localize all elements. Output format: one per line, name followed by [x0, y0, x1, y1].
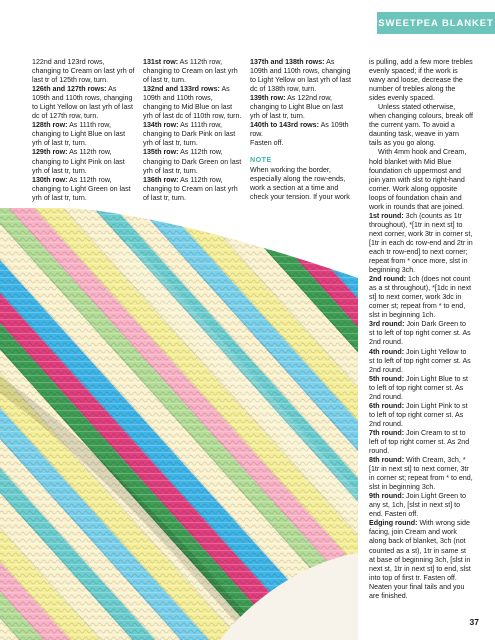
row-instructions: As 111th row, changing to Light Blue on last yrh of last tr, turn.	[32, 121, 126, 148]
row-instructions: As 112th row, changing to Cream on last yrh of last tr, turn.	[143, 175, 238, 202]
row-heading: 7th round:	[369, 428, 405, 437]
row-heading: 4th round:	[369, 347, 405, 356]
row-instructions: As 122nd row, changing to Light Blue on last yrh of last tr, turn.	[250, 94, 344, 121]
pattern-paragraph	[143, 148, 243, 175]
row-heading: 134th row:	[143, 121, 179, 130]
row-instructions: As 109th and 110th rows, changing to Light Yellow on last yrh of last dc of 127th row, turn.	[32, 85, 133, 121]
row-heading: 126th and 127th rows:	[32, 85, 107, 94]
row-heading: 137th and 138th rows:	[250, 58, 325, 66]
row-instructions: Join Light Pink to st to left of top right corner st. As 2nd round.	[369, 401, 468, 428]
row-heading: 5th round:	[369, 374, 405, 383]
row-instructions: 1ch (does not count as a st throughout), *[1dc in next st] to next corner, work 3dc in corner st; repeat from * to end, slst in beginning 1ch.	[369, 275, 472, 320]
row-heading: 9th round:	[369, 492, 405, 501]
row-instructions: Join Light Yellow to st to left of top right corner st. As 2nd round.	[369, 347, 471, 374]
row-heading: 8th round:	[369, 456, 405, 465]
row-instructions: As 109th and 110th rows, changing to Mid Blue on last yrh of last dc of 110th row, turn.	[143, 85, 242, 121]
section-banner: SWEETPEA BLANKET	[377, 12, 495, 34]
row-instructions: With wrong side facing, join Cream and work along back of blanket, 3ch (not counted as a st), 1tr in same st at base of beginning 3ch, [slst in next st, 1tr in next st] to end, slst into top of first tr. Fasten off. Neaten your final tails and you are finished.	[369, 519, 471, 600]
pattern-paragraph	[369, 402, 473, 429]
row-instructions: As 112th row, changing to Cream on last yrh of last tr, turn.	[143, 58, 238, 85]
row-instructions: Join Cream to st to left of top right corner st. As 2nd round.	[369, 428, 470, 456]
pattern-paragraph	[32, 176, 135, 203]
pattern-paragraph	[369, 429, 473, 456]
text-column-2	[143, 58, 243, 203]
pattern-paragraph	[32, 58, 135, 85]
pattern-paragraph	[369, 212, 473, 275]
row-heading: 129th row:	[32, 148, 68, 157]
pattern-paragraph	[250, 121, 353, 139]
row-instructions: As 109th and 110th rows, changing to Light Yellow on last yrh of last dc of 138th row, turn.	[250, 58, 351, 94]
row-heading: 130th row:	[32, 175, 68, 184]
row-instructions: Join Light Green to any st, 1ch, [slst in next st] to end. Fasten off.	[369, 492, 466, 519]
pattern-paragraph	[250, 94, 353, 121]
row-heading: 139th row:	[250, 94, 286, 103]
row-instructions: With Cream, 3ch, *[1tr in next st] to next corner, 3tr in corner st; repeat from * to end, slst in beginning 3ch.	[369, 456, 473, 492]
pattern-paragraph	[369, 275, 473, 320]
pattern-paragraph	[369, 492, 473, 519]
pattern-paragraph	[32, 85, 135, 121]
blanket-photo	[0, 208, 358, 640]
row-heading: 128th row:	[32, 121, 68, 130]
note-heading: NOTE	[250, 156, 272, 165]
pattern-paragraph	[369, 320, 473, 347]
row-instructions: 3ch (counts as 1tr throughout), *[1tr in next st] to next corner, work 3tr in corner st, [1tr in each dc row-end and 2tr in each tr row-end] to next corner; repeat from * once more, slst in beginning 3ch.	[369, 211, 473, 275]
row-heading: 132nd and 133rd rows:	[143, 85, 220, 94]
pattern-paragraph	[369, 348, 473, 375]
row-instructions: As 112th row, changing to Light Pink on last yrh of last tr, turn.	[32, 148, 125, 175]
row-instructions: Fasten off.	[250, 139, 284, 148]
page-number: 37	[469, 617, 479, 627]
row-instructions: As 109th row.	[250, 121, 349, 139]
pattern-paragraph	[369, 375, 473, 402]
row-heading: Edging round:	[369, 519, 418, 528]
pattern-paragraph	[369, 148, 473, 211]
pattern-paragraph	[369, 58, 473, 103]
row-instructions: 122nd and 123rd rows, changing to Cream on last yrh of last tr of 125th row, turn.	[32, 58, 135, 85]
pattern-paragraph	[369, 519, 473, 600]
row-instructions: With 4mm hook and Cream, hold blanket with Mid Blue foundation ch uppermost and join yarn with slst to right-hand corner. Work along opposite loops of foundation chain and work in rounds that are joined.	[369, 148, 467, 211]
pattern-paragraph	[32, 121, 135, 148]
text-column-1	[32, 58, 135, 203]
row-instructions: As 111th row, changing to Dark Pink on last yrh of last tr, turn.	[143, 121, 236, 148]
row-instructions: Unless stated otherwise, when changing colours, break off the current yarn. To avoid a daunting task, weave in yarn tails as you go along.	[369, 103, 473, 148]
text-column-3-body	[250, 58, 353, 148]
pattern-paragraph	[32, 148, 135, 175]
row-heading: 6th round:	[369, 401, 405, 410]
pattern-paragraph	[143, 176, 243, 203]
row-instructions: is pulling, add a few more trebles evenly spaced; if the work is wavy and loose, decrease the number of trebles along the sides evenly spaced.	[369, 58, 473, 103]
row-instructions: As 112th row, changing to Dark Green on last yrh of last tr, turn.	[143, 148, 242, 175]
row-heading: 140th to 143rd rows:	[250, 121, 319, 130]
row-heading: 135th row:	[143, 148, 179, 157]
pattern-paragraph	[369, 456, 473, 492]
pattern-paragraph	[369, 103, 473, 148]
row-instructions: Join Dark Green to st to left of top right corner st. As 2nd round.	[369, 320, 471, 347]
row-heading: 131st row:	[143, 58, 179, 66]
row-heading: 3rd round:	[369, 320, 405, 329]
row-instructions: Join Light Blue to st to left of top right corner st. As 2nd round.	[369, 374, 468, 401]
pattern-paragraph	[143, 58, 243, 85]
row-heading: 136th row:	[143, 175, 179, 184]
text-column-3	[250, 58, 353, 202]
pattern-paragraph	[143, 85, 243, 121]
note-text: When working the border, especially along the row-ends, work a section at a time and check your tension. If your work	[250, 165, 350, 201]
pattern-paragraph	[143, 121, 243, 148]
row-heading: 2nd round:	[369, 275, 407, 284]
row-instructions: As 112th row, changing to Light Green on last yrh of last tr, turn.	[32, 175, 131, 202]
pattern-paragraph	[250, 139, 353, 148]
pattern-paragraph	[250, 58, 353, 94]
row-heading: 1st round:	[369, 211, 404, 220]
text-column-4	[369, 58, 473, 601]
